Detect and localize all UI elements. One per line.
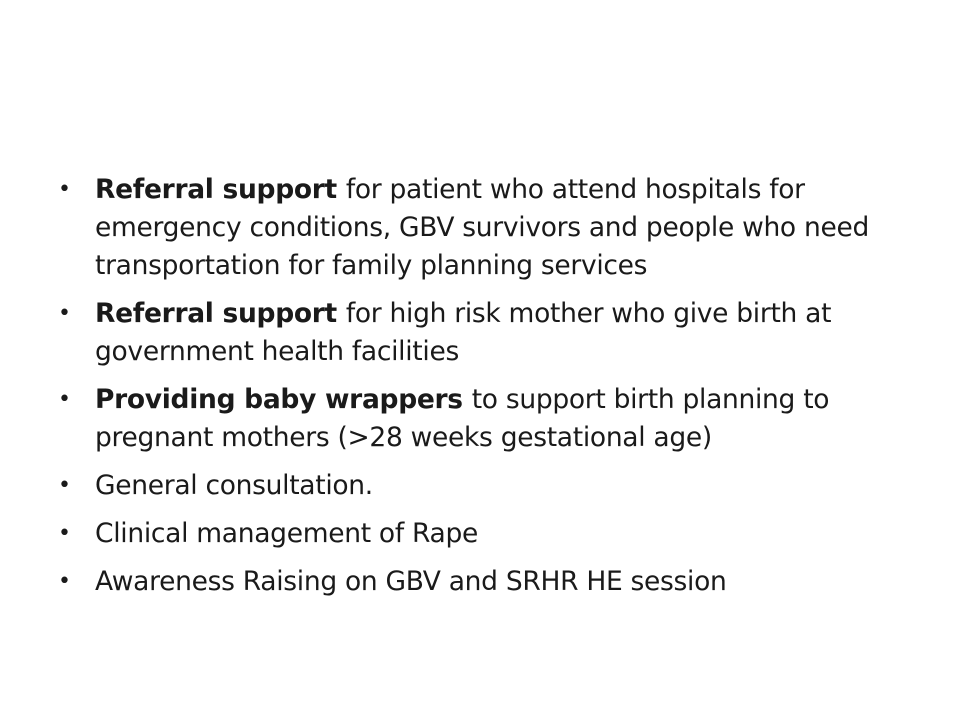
bullet-icon: •	[58, 569, 71, 594]
bullet-icon: •	[58, 473, 71, 498]
list-item	[58, 381, 928, 457]
item-text: Clinical management of Rape	[95, 518, 478, 549]
bullet-icon: •	[58, 177, 71, 202]
bullet-icon: •	[58, 387, 71, 412]
item-text: General consultation.	[95, 470, 373, 501]
list-item	[58, 467, 928, 505]
list-item	[58, 515, 928, 553]
item-text: Awareness Raising on GBV and SRHR HE session	[95, 566, 727, 597]
list-item	[58, 171, 928, 285]
list-item	[58, 295, 928, 371]
item-text: for high risk mother who give birth at government health facilities	[95, 298, 832, 367]
item-bold-lead: Referral support	[95, 298, 346, 329]
bullet-list	[58, 171, 928, 611]
bullet-icon: •	[58, 521, 71, 546]
list-item	[58, 563, 928, 601]
item-bold-lead: Providing baby wrappers	[95, 384, 472, 415]
item-bold-lead: Referral support	[95, 174, 346, 205]
bullet-icon: •	[58, 301, 71, 326]
item-text: to support birth planning to pregnant mothers (>28 weeks gestational age)	[95, 384, 830, 453]
item-text: for patient who attend hospitals for emergency conditions, GBV survivors and people who need transportation for family planning services	[95, 174, 869, 281]
